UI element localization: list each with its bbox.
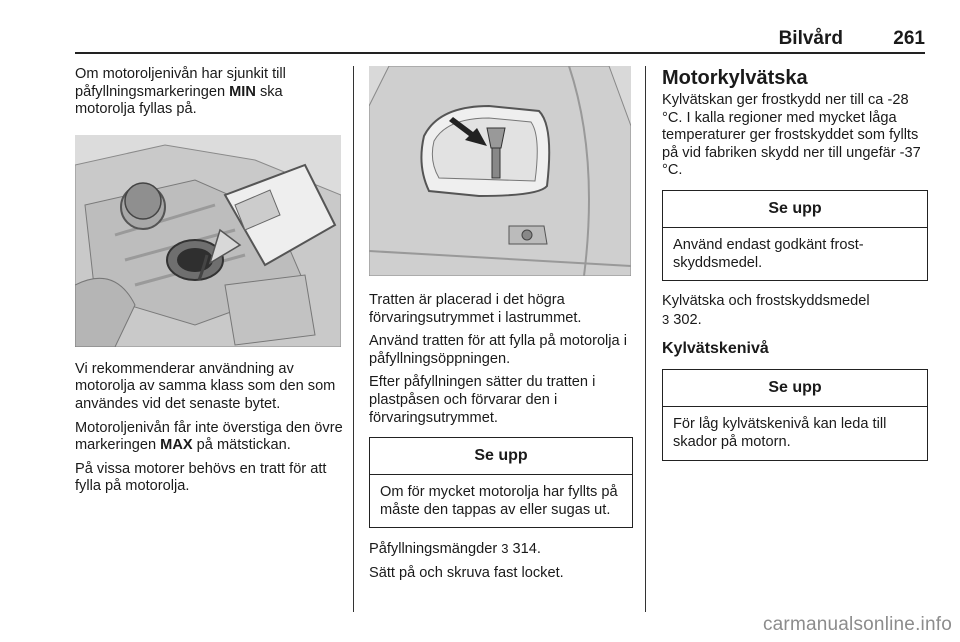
header-rule [75, 52, 925, 54]
warning-box-overfill [369, 437, 633, 528]
column-2 [369, 66, 633, 589]
paragraph-coolant-reference: Kylvätska och frostskyddsmedel 3 302. [662, 293, 870, 328]
warning-body: Använd endast godkänt frostskyddsmedel. [673, 236, 864, 271]
engine-oil-fill-illustration [75, 135, 341, 347]
paragraph-max-level: Motoroljenivån får inte överstiga den övre markeringen MAX på mätstickan. [75, 419, 343, 454]
warning-body: För låg kylvätskenivå kan leda till skador på motorn. [673, 416, 887, 450]
page-reference-icon: 3 [501, 541, 509, 557]
page-reference-link[interactable]: 302. [673, 311, 702, 328]
site-watermark: carmanualsonline.info [762, 614, 952, 635]
paragraph-replace-cap: Sätt på och skruva fast locket. [369, 564, 564, 581]
page-reference-link[interactable]: 314. [512, 541, 541, 558]
column-divider-2 [645, 66, 646, 612]
heading-coolant: Motorkylvätska [662, 67, 808, 89]
max-label: MAX [160, 437, 193, 454]
paragraph-store-funnel: Efter påfyllningen sätter du tratten i plastpåsen och förvarar den i förvaringsutrymmet. [369, 374, 596, 426]
warning-title: Se upp [370, 438, 632, 475]
paragraph-recommend-oil: Vi rekommenderar användning av motorolja av samma klass som den som användes vid det senaste bytet. [75, 360, 336, 412]
paragraph-funnel-location: Tratten är placerad i det högra förvaringsutrymmet i lastrummet. [369, 292, 582, 326]
warning-title: Se upp [663, 370, 927, 407]
paragraph-min-level: Om motoroljenivån har sjunkit till påfyllningsmarkeringen MIN ska motorolja fyllas på. [75, 66, 286, 118]
subheading-coolant-level: Kylvätskenivå [662, 340, 769, 358]
warning-box-antifreeze [662, 190, 928, 281]
column-divider-1 [353, 66, 354, 612]
paragraph-fill-quantities: Påfyllningsmängder 3 314. [369, 541, 541, 558]
warning-title: Se upp [663, 191, 927, 228]
column-3 [662, 66, 928, 473]
paragraph-use-funnel: Använd tratten för att fylla på motorolja i påfyllningsöppningen. [369, 333, 627, 367]
warning-box-coolant-level [662, 369, 928, 460]
warning-body: Om för mycket motorolja har fyllts på måste den tappas av eller sugas ut. [380, 484, 618, 518]
paragraph-coolant-frost: Kylvätskan ger frostkydd ner till ca -28 °C. I kalla regioner med mycket låga temperaturer ger frostskyddet som fyllts på vid fabriken skydd ner till ungefär -37 °C. [662, 92, 921, 179]
paragraph-funnel-needed: På vissa motorer behövs en tratt för att fylla på motorolja. [75, 460, 327, 495]
min-label: MIN [229, 83, 256, 100]
column-1 [75, 66, 343, 502]
page-number: 261 [893, 28, 925, 49]
section-title: Bilvård [778, 28, 843, 49]
funnel-storage-illustration [369, 66, 631, 276]
page-reference-icon: 3 [662, 311, 670, 327]
page-header [75, 28, 925, 52]
